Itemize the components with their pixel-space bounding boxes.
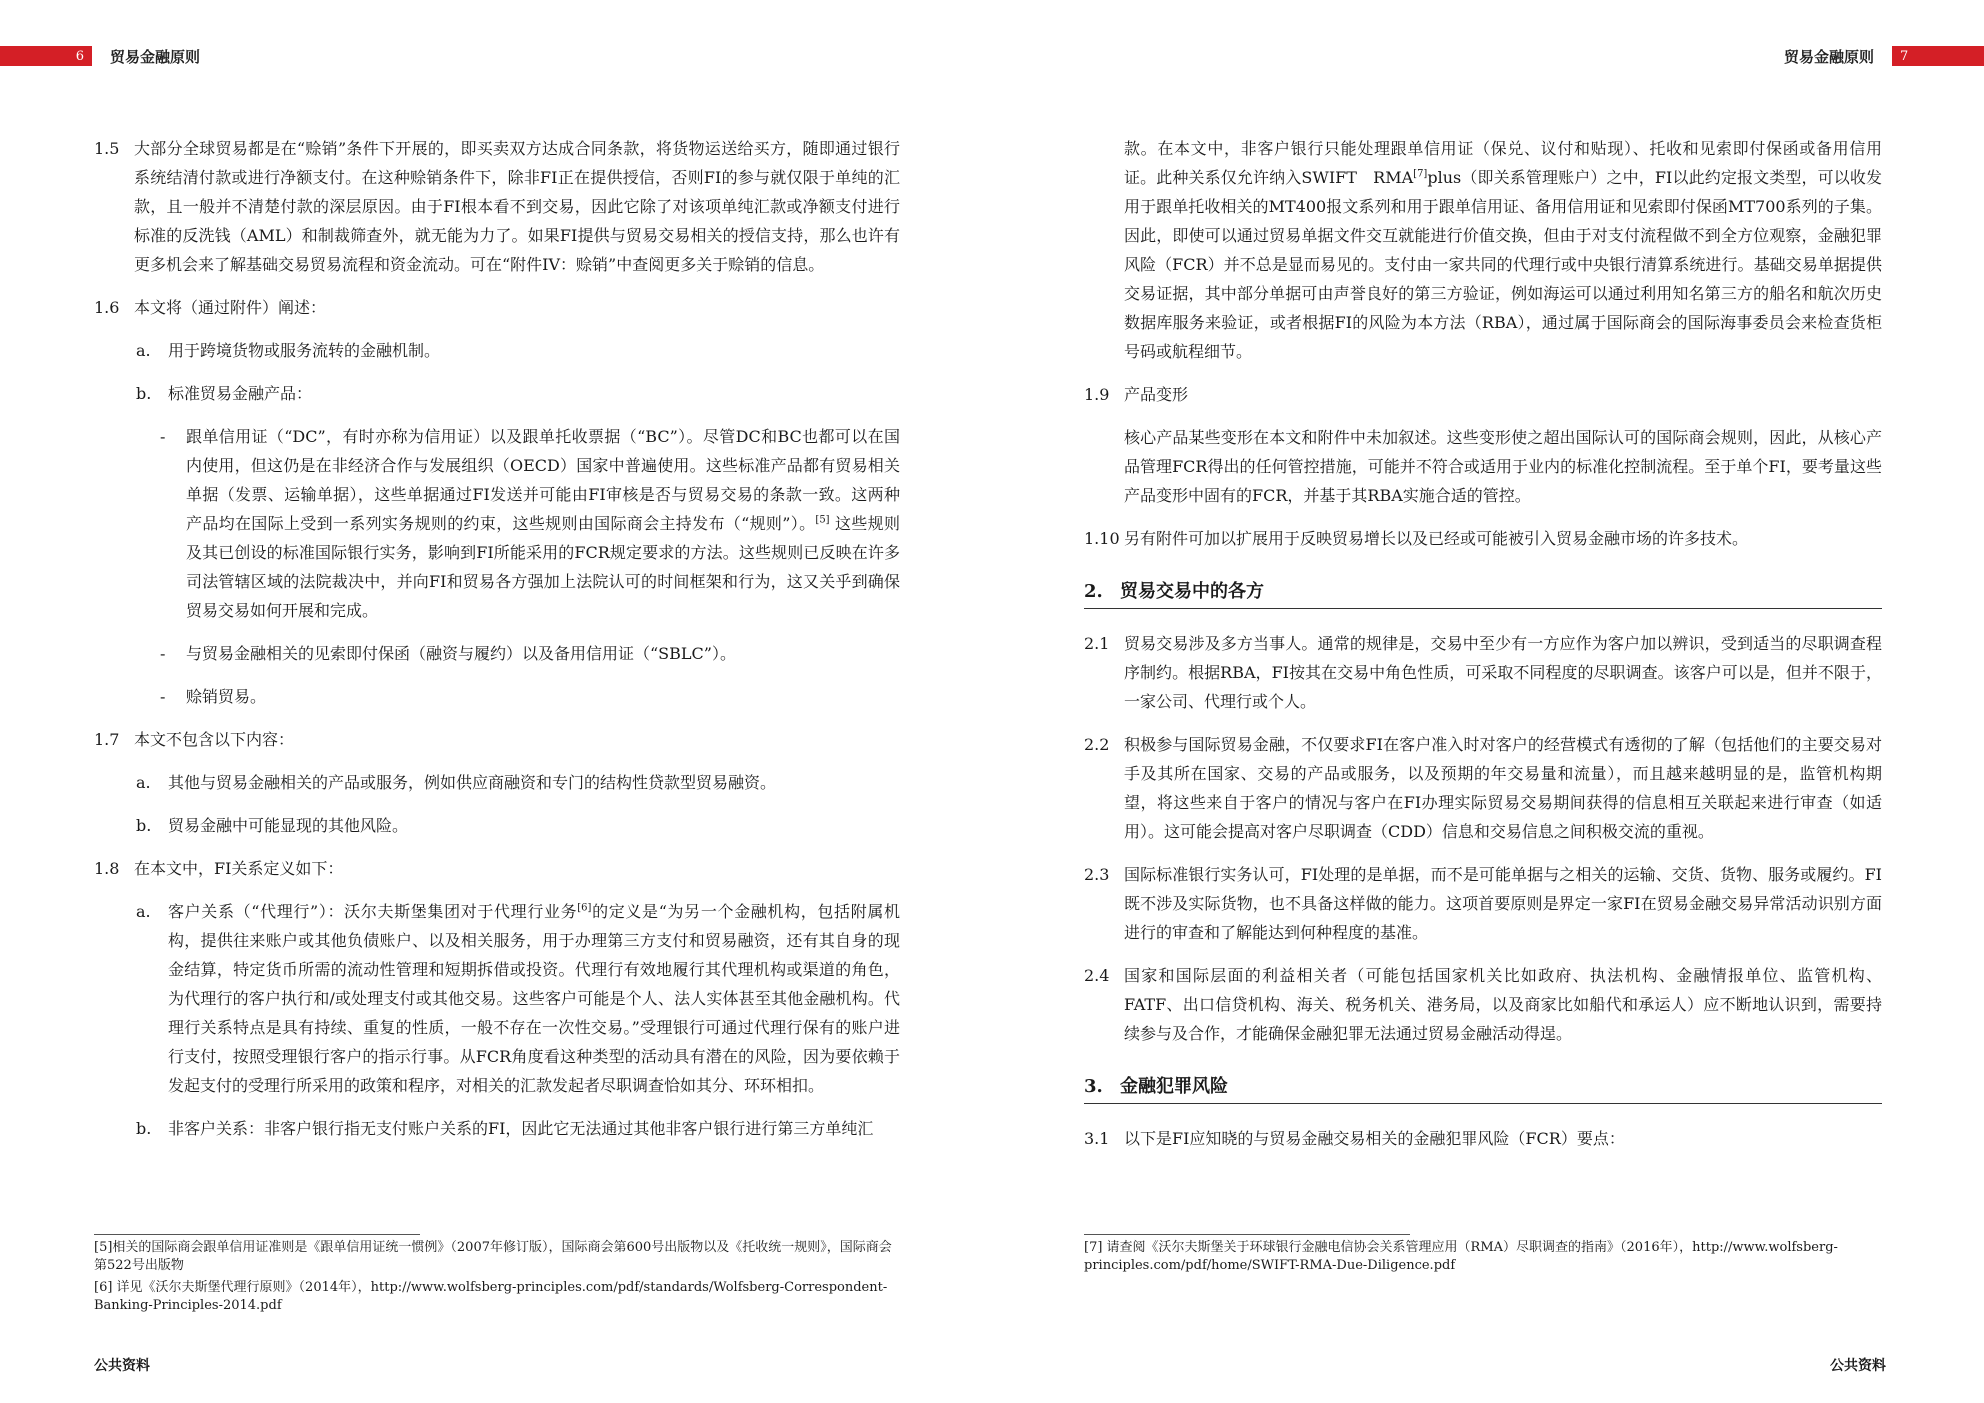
paragraph-1-6: 1.6 本文将（通过附件）阐述： bbox=[94, 298, 327, 317]
right-body bbox=[1084, 134, 1882, 1167]
paragraph-1-5: 1.5 大部分全球贸易都是在“赊销”条件下开展的，即买卖双方达成合同条款，将货物运送给买方，随即通过银行系统结清付款或进行净额支付。在这种赊销条件下，除非FI正在提供授信，否则FI的参与就仅限于单纯的汇款，且一般并不清楚付款的深层原因。由于FI根本看不到交易，因此它除了对该项单纯汇款或净额支付进行标准的反洗钱（AML）和制裁筛查外，就无能为力了。如果FI提供与贸易交易相关的授信支持，那么也许有更多机会来了解基础交易贸易流程和资金流动。可在“附件IV：赊销”中查阅更多关于赊销的信息。 bbox=[94, 139, 900, 274]
left-footnotes bbox=[94, 1234, 900, 1319]
list-item-1-8-a: a. 客户关系（“代理行”）：沃尔夫斯堡集团对于代理行业务[6]的定义是“为另一个金融机构，包括附属机构，提供往来账户或其他负债账户、以及相关服务，用于办理第三方支付和贸易融资，还有其自身的现金结算，特定货币所需的流动性管理和短期拆借或投资。代理行有效地履行其代理机构或渠道的角色，为代理行的客户执行和/或处理支付或其他交易。这些客户可能是个人、法人实体甚至其他金融机构。代理行关系特点是具有持续、重复的性质，一般不存在一次性交易。”受理银行可通过代理行保有的账户进行支付，按照受理银行客户的指示行事。从FCR角度看这种类型的活动具有潜在的风险，因为要依赖于发起支付的受理行所采用的政策和程序，对相关的汇款发起者尽职调查恰如其分、环环相扣。 bbox=[136, 902, 900, 1095]
footnote-ref-6: [6] bbox=[577, 902, 592, 914]
footnote-divider bbox=[1084, 1234, 1410, 1235]
left-footer: 公共资料 bbox=[94, 1358, 150, 1374]
paragraph-2-3: 2.3 国际标准银行实务认可，FI处理的是单据，而不是可能单据与之相关的运输、交货、货物、服务或履约。FI既不涉及实际货物，也不具备这样做的能力。这项首要原则是界定一家FI在贸易金融交易异常活动识别方面进行的审查和了解能达到何种程度的基准。 bbox=[1084, 865, 1882, 942]
footnote-7: [7] 请查阅《沃尔夫斯堡关于环球银行金融电信协会关系管理应用（RMA）尽职调查的指南》（2016年），http://www.wolfsberg-principles.com/pdf/home/SWIFT-RMA-Due-Diligence.pdf bbox=[1084, 1240, 1838, 1273]
bullet-open-account: - 赊销贸易。 bbox=[160, 687, 267, 706]
footnote-divider bbox=[94, 1234, 420, 1235]
left-header bbox=[0, 46, 200, 66]
running-title: 贸易金融原则 bbox=[110, 47, 201, 66]
paragraph-1-9: 1.9 产品变形 bbox=[1084, 385, 1189, 404]
section-heading-3: 3. 金融犯罪风险 bbox=[1084, 1072, 1882, 1104]
left-body bbox=[94, 134, 900, 1157]
section-heading-2: 2. 贸易交易中的各方 bbox=[1084, 577, 1882, 609]
bullet-guarantees: - 与贸易金融相关的见索即付保函（融资与履约）以及备用信用证（“SBLC”）。 bbox=[160, 644, 736, 663]
paragraph-2-4: 2.4 国家和国际层面的利益相关者（可能包括国家机关比如政府、执法机构、金融情报单位、监管机构、FATF、出口信贷机构、海关、税务机关、港务局，以及商家比如船代和承运人）应不断地认识到，需要持续参与及合作，才能确保金融犯罪无法通过贸易金融活动得逞。 bbox=[1084, 966, 1882, 1043]
list-item-1-6-b: b. 标准贸易金融产品： bbox=[136, 384, 313, 403]
paragraph-2-1: 2.1 贸易交易涉及多方当事人。通常的规律是，交易中至少有一方应作为客户加以辨识，受到适当的尽职调查程序制约。根据RBA，FI按其在交易中角色性质，可采取不同程度的尽职调查。该客户可以是，但并不限于，一家公司、代理行或个人。 bbox=[1084, 634, 1882, 711]
paragraph-1-10: 1.10 另有附件可加以扩展用于反映贸易增长以及已经或可能被引入贸易金融市场的许多技术。 bbox=[1084, 529, 1749, 548]
page-number: 7 bbox=[1892, 46, 1984, 66]
paragraph-1-8: 1.8 在本文中，FI关系定义如下： bbox=[94, 859, 344, 878]
footnote-ref-5: [5] bbox=[815, 514, 830, 526]
paragraph-3-1: 3.1 以下是FI应知晓的与贸易金融交易相关的金融犯罪风险（FCR）要点： bbox=[1084, 1129, 1625, 1148]
continued-paragraph: 款。在本文中，非客户银行只能处理跟单信用证（保兑、议付和贴现）、托收和见索即付保函或备用信用证。此种关系仅允许纳入SWIFT RMA[7]plus（即关系管理账户）之中，FI以此约定报文类型，可以收发用于跟单托收相关的MT400报文系列和用于跟单信用证、备用信用证和见索即付保函MT700系列的子集。因此，即使可以通过贸易单据文件交互就能进行价值交换，但由于对支付流程做不到全方位观察，金融犯罪风险（FCR）并不总是显而易见的。支付由一家共同的代理行或中央银行清算系统进行。基础交易单据提供交易证据，其中部分单据可由声誉良好的第三方验证，例如海运可以通过利用知名第三方的船名和航次历史数据库服务来验证，或者根据FI的风险为本方法（RBA），通过属于国际商会的国际海事委员会来检查货柜号码或航程细节。 bbox=[1124, 139, 1882, 361]
page-number: 6 bbox=[0, 46, 92, 66]
list-item-1-7-a: a. 其他与贸易金融相关的产品或服务，例如供应商融资和专门的结构性贷款型贸易融资。 bbox=[136, 773, 777, 792]
list-item-1-8-b: b. 非客户关系：非客户银行指无支付账户关系的FI，因此它无法通过其他非客户银行进行第三方单纯汇 bbox=[136, 1119, 874, 1138]
running-title: 贸易金融原则 bbox=[1783, 47, 1874, 66]
right-page bbox=[992, 0, 1984, 1403]
footnote-ref-7: [7] bbox=[1413, 168, 1428, 180]
right-footnotes bbox=[1084, 1234, 1882, 1279]
paragraph-1-7: 1.7 本文不包含以下内容： bbox=[94, 730, 295, 749]
list-item-1-7-b: b. 贸易金融中可能显现的其他风险。 bbox=[136, 816, 409, 835]
bullet-documentary-credit: - 跟单信用证（“DC”，有时亦称为信用证）以及跟单托收票据（“BC”）。尽管DC和BC也都可以在国内使用，但这仍是在非经济合作与发展组织（OECD）国家中普遍使用。这些标准产品都有贸易相关单据（发票、运输单据），这些单据通过FI发送并可能由FI审核是否与贸易交易的条款一致。这两种产品均在国际上受到一系列实务规则的约束，这些规则由国际商会主持发布（“规则”）。[5] 这些规则及其已创设的标准国际银行实务，影响到FI所能采用的FCR规定要求的方法。这些规则已反映在许多司法管辖区域的法院裁决中，并向FI和贸易各方强加上法院认可的时间框架和行为，这又关乎到确保贸易交易如何开展和完成。 bbox=[160, 427, 900, 620]
footnote-5: [5]相关的国际商会跟单信用证准则是《跟单信用证统一惯例》（2007年修订版），国际商会第600号出版物以及《托收统一规则》，国际商会第522号出版物 bbox=[94, 1240, 892, 1273]
right-footer: 公共资料 bbox=[1830, 1358, 1886, 1374]
right-header bbox=[1784, 46, 1984, 66]
footnote-6: [6] 详见《沃尔夫斯堡代理行原则》（2014年），http://www.wolfsberg-principles.com/pdf/standards/Wolfsberg-Correspondent-Banking-Principles-2014.pdf bbox=[94, 1280, 888, 1313]
list-item-1-6-a: a. 用于跨境货物或服务流转的金融机制。 bbox=[136, 341, 441, 360]
paragraph-1-9-body: 核心产品某些变形在本文和附件中未加叙述。这些变形使之超出国际认可的国际商会规则，因此，从核心产品管理FCR得出的任何管控措施，可能并不符合或适用于业内的标准化控制流程。至于单个FI，要考量这些产品变形中固有的FCR，并基于其RBA实施合适的管控。 bbox=[1124, 428, 1882, 505]
paragraph-2-2: 2.2 积极参与国际贸易金融，不仅要求FI在客户准入时对客户的经营模式有透彻的了解（包括他们的主要交易对手及其所在国家、交易的产品或服务，以及预期的年交易量和流量），而且越来越明显的是，监管机构期望，将这些来自于客户的情况与客户在FI办理实际贸易交易期间获得的信息相互关联起来进行审查（如适用）。这可能会提高对客户尽职调查（CDD）信息和交易信息之间积极交流的重视。 bbox=[1084, 735, 1882, 841]
